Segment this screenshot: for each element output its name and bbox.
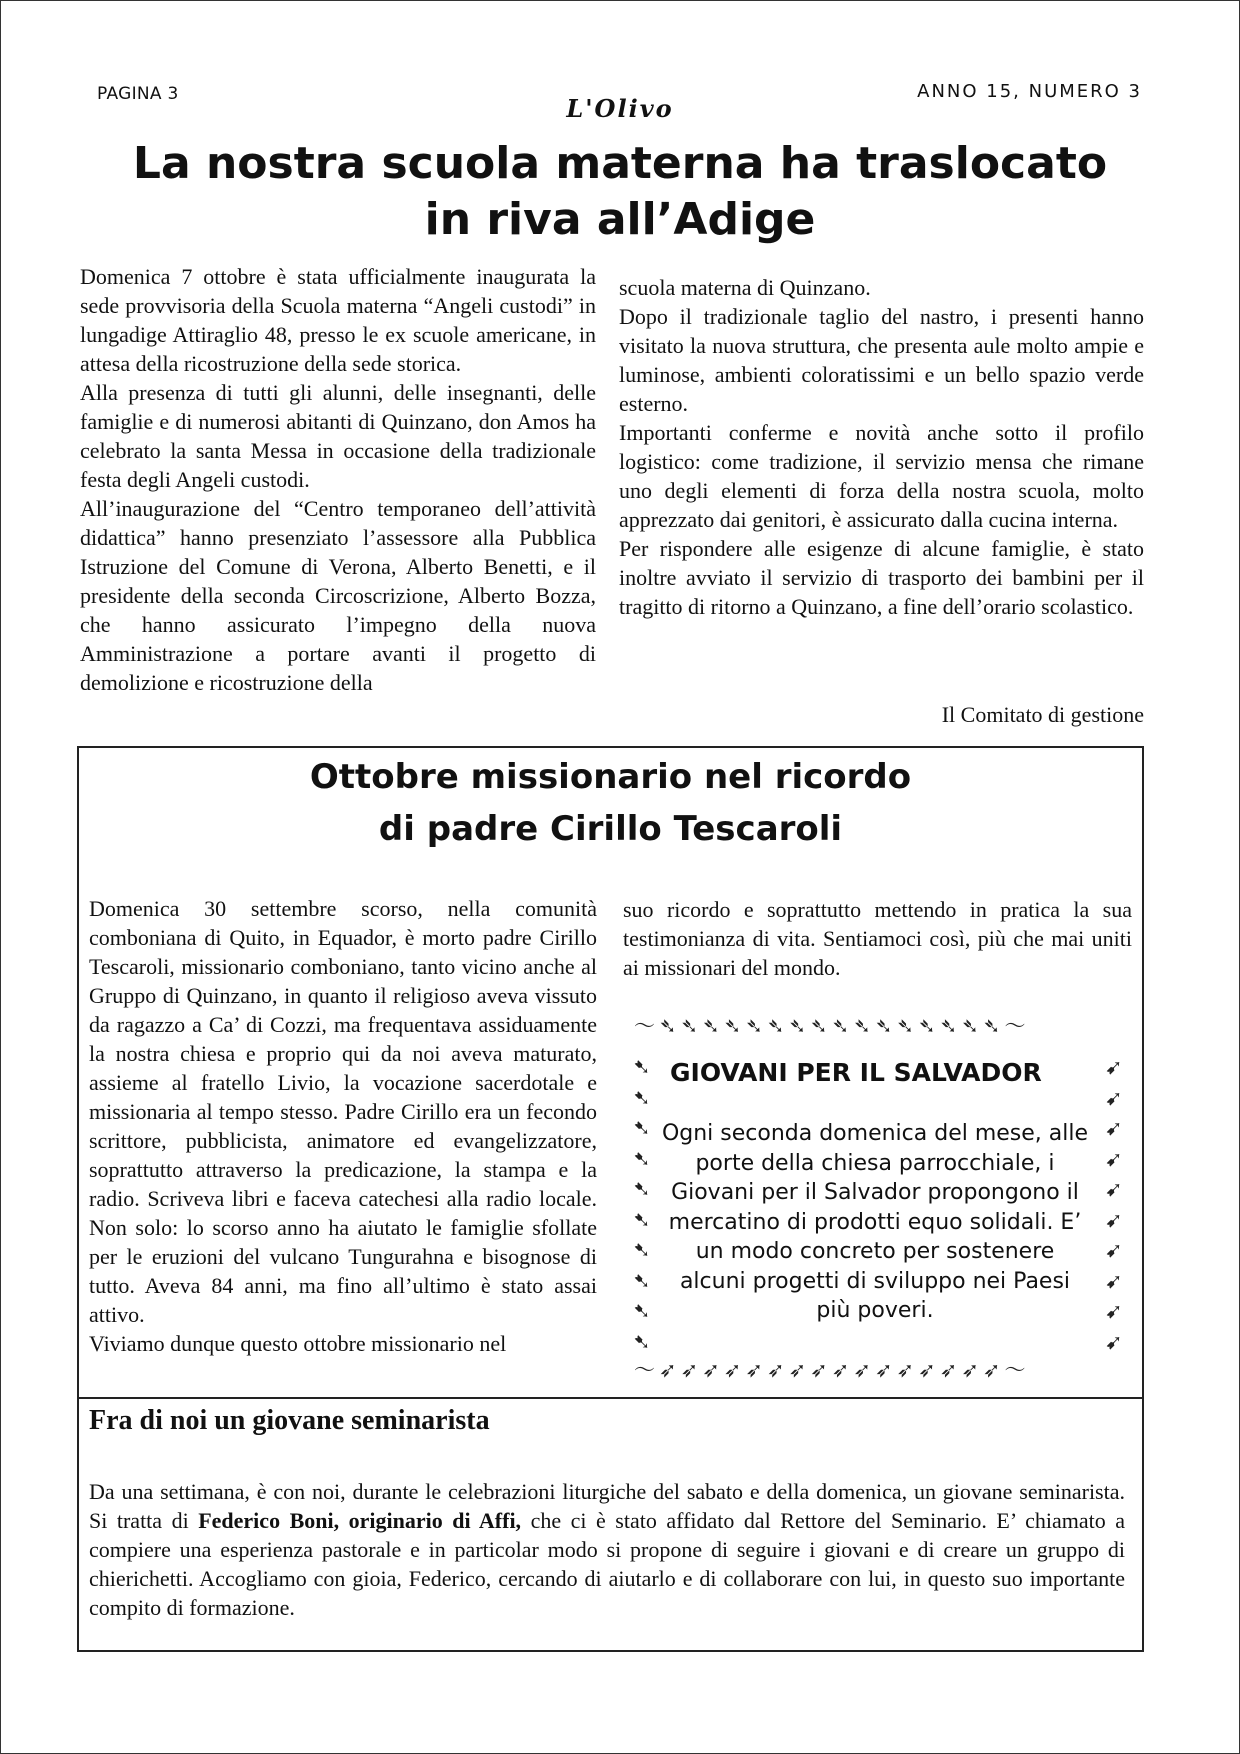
arrow-ornament-icon: 〜➶➶➶➶➶➶➶➶➶➶➶➶➶➶➶➶〜 bbox=[634, 1358, 1030, 1382]
issue-label: ANNO 15, NUMERO 3 bbox=[917, 81, 1142, 102]
article2-column-1 bbox=[89, 894, 597, 1386]
article2-column-2 bbox=[623, 895, 1132, 995]
article2-paragraph: Viviamo dunque questo ottobre missionario nel bbox=[89, 1331, 507, 1356]
article1-paragraph: scuola materna di Quinzano. bbox=[619, 275, 871, 300]
article1-signature: Il Comitato di gestione bbox=[941, 702, 1144, 727]
article1-paragraph: Per rispondere alle esigenze di alcune famiglie, è stato inoltre avviato il servizio di trasporto dei bambini per il tragitto di ritorno a Quinzano, a fine dell’orario scolastico. bbox=[619, 536, 1144, 619]
article2-title bbox=[77, 751, 1144, 855]
box-divider bbox=[77, 1397, 1144, 1399]
article2-title-line2: di padre Cirillo Tescaroli bbox=[378, 809, 843, 849]
page-number: PAGINA 3 bbox=[97, 84, 179, 104]
article1-title-line1: La nostra scuola materna ha traslocato bbox=[132, 138, 1108, 189]
article1-column-2 bbox=[619, 273, 1144, 693]
article3-bold-text: Federico Boni, originario di Affi, bbox=[198, 1508, 522, 1533]
arrow-ornament-icon: ➹ ➹ ➹ ➹ ➹ ➹ ➹ ➹ ➹ ➹ bbox=[1105, 1055, 1123, 1354]
article3-body bbox=[89, 1477, 1125, 1622]
article3-title: Fra di noi un giovane seminarista bbox=[89, 1405, 490, 1436]
article2-paragraph: Domenica 30 settembre scorso, nella comunità comboniana di Quito, in Equador, è morto padre Cirillo Tescaroli, missionario comboniano, tanto vicino anche al Gruppo di Quinzano, in quanto il religioso aveva vissuto da ragazzo a Ca’ di Cozzi, ma frequentava assiduamente la nostra chiesa e proprio qui da noi aveva maturato, assieme al fratello Livio, la vocazione sacerdotale e missionaria al tempo stesso. Padre Cirillo era un fecondo scrittore, pubblicista, animatore ed evangelizzatore, soprattutto attraverso la predicazione, la stampa e la radio. Scriveva libri e faceva catechesi alla radio locale. Non solo: lo scorso anno ha aiutato le famiglie sfollate per le eruzioni del vulcano Tungurahna e bisognose di tutto. Aveva 84 anni, ma fino all’ultimo è stato assai attivo. bbox=[89, 896, 597, 1327]
article1-paragraph: Alla presenza di tutti gli alunni, delle insegnanti, delle famiglie e di numerosi abitanti di Quinzano, don Amos ha celebrato la santa Messa in occasione della tradizionale festa degli Angeli custodi. bbox=[80, 380, 596, 492]
article1-title bbox=[60, 136, 1180, 248]
notice-body: Ogni seconda domenica del mese, alle porte della chiesa parrocchiale, i Giovani per il Salvador propongono il mercatino di prodotti equo solidali. E’ un modo concreto per sostenere alcuni progetti di sviluppo nei Paesi più poveri. bbox=[661, 1121, 1089, 1323]
article3-text: che ci è stato affidato dal Rettore del Seminario. E’ chiamato a compiere una esperienza pastorale e in particolar modo si propone di seguire i giovani e di creare un gruppo di chierichetti. Accogliamo con gioia, Federico, cercando di aiutarlo e di collaborare con lui, in questo suo importante compito di formazione. bbox=[89, 1508, 1125, 1620]
article3-text: Da una settimana, è con noi, durante le celebrazioni liturgiche del sabato e della domenica, un giovane seminarista. Si tratta di bbox=[89, 1479, 1125, 1533]
notice-title: GIOVANI PER IL SALVADOR bbox=[670, 1058, 1042, 1087]
article1-title-line2: in riva all’Adige bbox=[424, 194, 816, 245]
arrow-ornament-icon: ➷ ➷ ➷ ➷ ➷ ➷ ➷ ➷ ➷ ➷ bbox=[633, 1055, 651, 1354]
article1-column-1 bbox=[80, 262, 596, 726]
arrow-ornament-icon: 〜➴➴➴➴➴➴➴➴➴➴➴➴➴➴➴➴〜 bbox=[634, 1014, 1030, 1038]
article1-paragraph: Domenica 7 ottobre è stata ufficialmente inaugurata la sede provvisoria della Scuola materna “Angeli custodi” in lungadige Attiraglio 48, presso le ex scuole americane, in attesa della ricostruzione della sede storica. bbox=[80, 264, 596, 376]
article1-paragraph: All’inaugurazione del “Centro temporaneo dell’attività didattica” hanno presenziato l’assessore alla Pubblica Istruzione del Comune di Verona, Alberto Benetti, e il presidente della seconda Circoscrizione, Alberto Bozza, che hanno assicurato l’impegno della nuova Amministrazione a portare avanti il progetto di demolizione e ricostruzione della bbox=[80, 496, 596, 695]
newsletter-logo: L'Olivo bbox=[566, 94, 674, 123]
article1-paragraph: Dopo il tradizionale taglio del nastro, i presenti hanno visitato la nuova struttura, che presenta aule molto ampie e luminose, ambienti coloratissimi e un bello spazio verde esterno. bbox=[619, 304, 1144, 416]
article2-title-line1: Ottobre missionario nel ricordo bbox=[309, 757, 912, 797]
article2-paragraph: suo ricordo e soprattutto mettendo in pratica la sua testimonianza di vita. Sentiamoci così, più che mai uniti ai missionari del mondo. bbox=[623, 897, 1132, 980]
article1-paragraph: Importanti conferme e novità anche sotto il profilo logistico: come tradizione, il servizio mensa che rimane uno degli elementi di forza della nostra scuola, molto apprezzato dai genitori, è assicurato dalla cucina interna. bbox=[619, 420, 1144, 532]
